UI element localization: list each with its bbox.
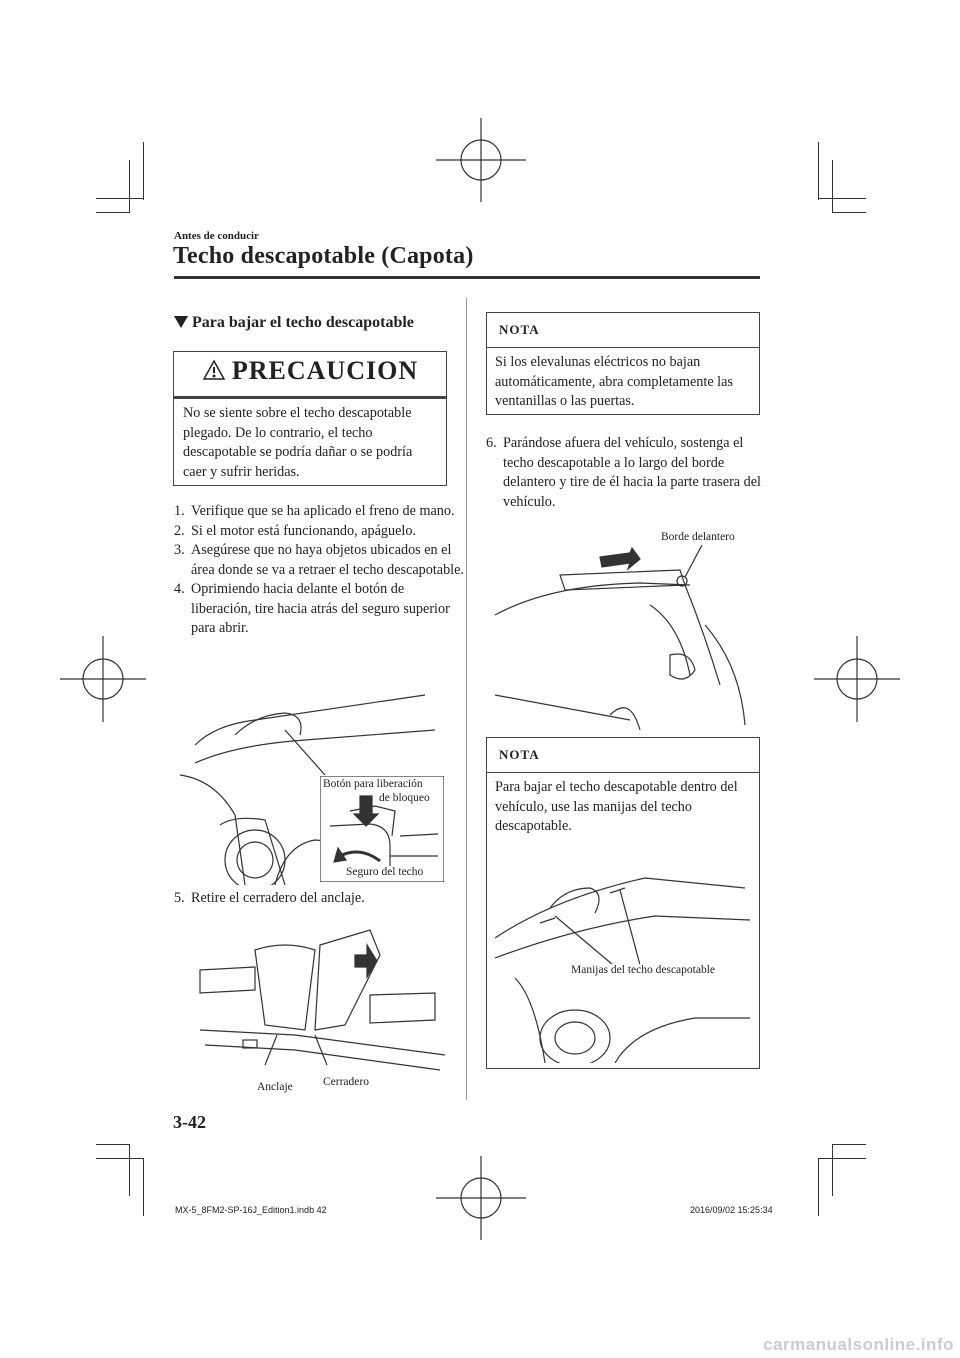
subsection-heading bbox=[174, 314, 414, 332]
caution-box bbox=[173, 351, 447, 486]
step-4: 4. Oprimiendo hacia delante el botón de liberación, tire hacia atrás del seguro superior para abrir. bbox=[174, 581, 450, 636]
anchor-latch-illustration bbox=[195, 925, 455, 1090]
column-divider bbox=[466, 298, 467, 1100]
step-6: 6. Parándose afuera del vehículo, sostenga el techo descapotable a lo largo del borde delantero y tire de él hacia la parte trasera del vehículo. bbox=[486, 435, 761, 510]
steps-list bbox=[174, 502, 464, 639]
triangle-bullet-icon bbox=[174, 316, 188, 328]
caution-heading bbox=[174, 356, 446, 396]
caution-text: No se siente sobre el techo descapotable plegado. De lo contrario, el techo descapotable se podría dañar o se podría caer y sufrir heridas. bbox=[183, 405, 413, 480]
note-2-title: NOTA bbox=[499, 747, 540, 762]
label-release-button-2: de bloqueo bbox=[379, 792, 430, 804]
caution-divider bbox=[174, 396, 446, 399]
label-release-button: Botón para liberación bbox=[323, 778, 423, 790]
label-roof-handles: Manijas del techo descapotable bbox=[571, 964, 716, 976]
note-2-text: Para bajar el techo descapotable dentro del vehículo, use las manijas del techo descapotable. bbox=[495, 779, 738, 834]
caution-title: PRECAUCION bbox=[231, 356, 419, 385]
page-title: Techo descapotable (Capota) bbox=[173, 243, 474, 269]
subsection-heading-text: Para bajar el techo descapotable bbox=[192, 314, 414, 331]
label-front-edge: Borde delantero bbox=[661, 531, 735, 543]
watermark: carmanualsonline.info bbox=[763, 1335, 954, 1354]
note-1-divider bbox=[487, 347, 759, 348]
title-divider bbox=[174, 276, 760, 279]
note-2-divider bbox=[487, 772, 759, 773]
step-3: 3. Asegúrese que no haya objetos ubicados en el área donde se va a retraer el techo descapotable. bbox=[174, 542, 464, 578]
step-1: 1. Verifique que se ha aplicado el freno de mano. bbox=[174, 503, 455, 519]
step-2: 2. Si el motor está funcionando, apáguelo. bbox=[174, 522, 416, 539]
footer-file: MX-5_8FM2-SP-16J_Edition1.indb 42 bbox=[175, 1205, 327, 1215]
roof-handles-illustration bbox=[495, 858, 753, 1063]
step-5: 5. Retire el cerradero del anclaje. bbox=[174, 890, 365, 906]
label-anchor: Anclaje bbox=[257, 1081, 293, 1093]
note-1-text: Si los elevalunas eléctricos no bajan automáticamente, abra completamente las ventanillas o las puertas. bbox=[495, 354, 733, 409]
warning-triangle-icon bbox=[202, 359, 226, 381]
front-edge-illustration bbox=[490, 545, 760, 730]
note-1-title: NOTA bbox=[499, 322, 540, 337]
label-latch: Cerradero bbox=[323, 1076, 369, 1088]
page-number: 3-42 bbox=[173, 1112, 206, 1132]
note-box-1 bbox=[486, 312, 760, 415]
section-label: Antes de conducir bbox=[174, 230, 259, 242]
footer-timestamp: 2016/09/02 15:25:34 bbox=[690, 1205, 773, 1215]
label-roof-lock: Seguro del techo bbox=[346, 866, 424, 878]
